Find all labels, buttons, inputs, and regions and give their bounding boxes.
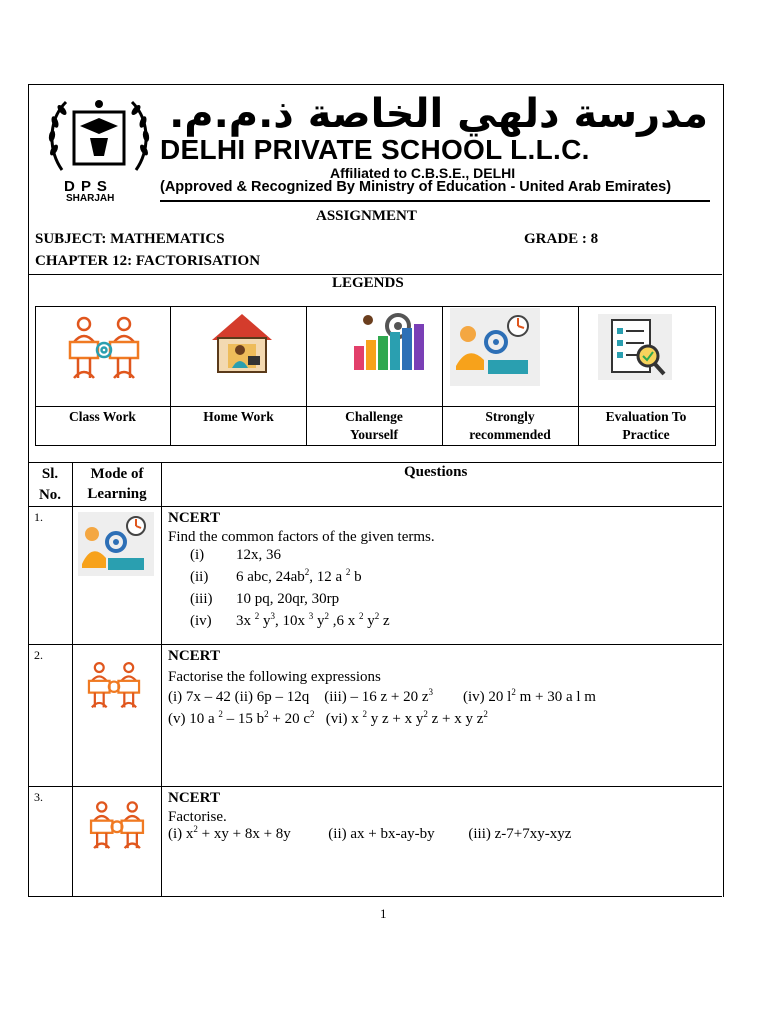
col-mode-divider	[161, 462, 162, 896]
q1-part-iii: 10 pq, 20qr, 30rp	[236, 591, 340, 607]
q2-line-1: (i) 7x – 42 (ii) 6p – 12q (iii) – 16 z + 20 $z^3$ (iv) 20 $l^2$ m + 30 a l m	[168, 687, 596, 705]
chapter: CHAPTER 12: FACTORISATION	[35, 253, 261, 269]
evaluation-icon	[598, 314, 672, 380]
q3-line-1: (i) $x^2$ + xy + 8x + 8y (ii) ax + bx-ay-by (iii) z-7+7xy-xyz	[168, 824, 572, 842]
logo-text: D P S	[64, 178, 108, 195]
header-rule	[160, 200, 710, 202]
q1-mode-icon	[78, 512, 154, 576]
q1-part-iv: 3x $^2$ $y^3$, 10x $^3$ $y^2$ ,6 x $^2$ $y^2$ z	[236, 611, 390, 629]
class-work-icon	[66, 314, 142, 384]
q2-source: NCERT	[168, 648, 220, 664]
legend-col-4	[578, 306, 579, 445]
q1-part-i-label: (i)	[190, 547, 205, 563]
school-name: DELHI PRIVATE SCHOOL L.L.C.	[160, 134, 590, 165]
col-header-mode: Mode of Learning	[87, 466, 147, 502]
strongly-recommended-icon	[450, 308, 540, 386]
legend-label-evaluation: Evaluation To Practice	[605, 409, 687, 442]
legend-col-2	[306, 306, 307, 445]
q2-line-2: (v) 10 a $^2$ – 15 $b^2 + 20$ $c^2$ (vi) x $^2$ y z + x $y^2$ z + x y $z^2$	[168, 709, 488, 727]
q1-part-ii-label: (ii)	[190, 569, 209, 585]
q1-part-iii-label: (iii)	[190, 591, 213, 607]
table-header-bottom	[28, 506, 722, 507]
legend-col-3	[442, 306, 443, 445]
table-bottom	[28, 896, 722, 897]
grade: GRADE : 8	[524, 231, 599, 247]
arabic-school-name: مدرسة دلهي الخاصة ذ.م.م.	[169, 91, 708, 137]
q3-number: 3.	[34, 790, 43, 804]
q2-number: 2.	[34, 648, 43, 662]
row2-bottom	[28, 786, 722, 787]
legend-label-challenge: Challenge Yourself	[345, 409, 403, 442]
q1-part-i: 12x, 36	[236, 547, 281, 563]
row1-bottom	[28, 644, 722, 645]
q2-prompt: Factorise the following expressions	[168, 669, 381, 685]
q1-number: 1.	[34, 510, 43, 524]
q1-source: NCERT	[168, 510, 220, 526]
legends-title: LEGENDS	[332, 275, 404, 291]
col-header-sl: Sl. No.	[38, 466, 62, 503]
q3-mode-icon	[88, 798, 146, 854]
affiliation: Affiliated to C.B.S.E., DELHI	[330, 165, 516, 181]
q3-prompt: Factorise.	[168, 809, 227, 825]
challenge-icon	[348, 310, 430, 372]
q1-part-iv-label: (iv)	[190, 613, 212, 629]
logo-city: SHARJAH	[66, 193, 115, 204]
approval-line: (Approved & Recognized By Ministry of Education - United Arab Emirates)	[160, 179, 672, 195]
subject: SUBJECT: MATHEMATICS	[35, 231, 225, 247]
col-header-questions: Questions	[404, 464, 468, 480]
legend-label-home-work: Home Work	[203, 409, 274, 424]
q2-mode-icon	[86, 658, 142, 714]
q1-prompt: Find the common factors of the given terms.	[168, 529, 435, 545]
table-top	[28, 462, 722, 463]
home-work-icon	[206, 310, 278, 374]
q3-source: NCERT	[168, 790, 220, 806]
page-number: 1	[380, 906, 387, 921]
legend-row-divider	[35, 406, 715, 407]
legend-label-strongly-recommended: Strongly recommended	[469, 409, 551, 442]
q1-part-ii: 6 abc, $24ab^2$, 12 a $^2$ b	[236, 567, 362, 585]
legend-label-class-work: Class Work	[69, 409, 136, 424]
assignment-title: ASSIGNMENT	[316, 208, 417, 224]
col-sl-divider	[72, 462, 73, 896]
